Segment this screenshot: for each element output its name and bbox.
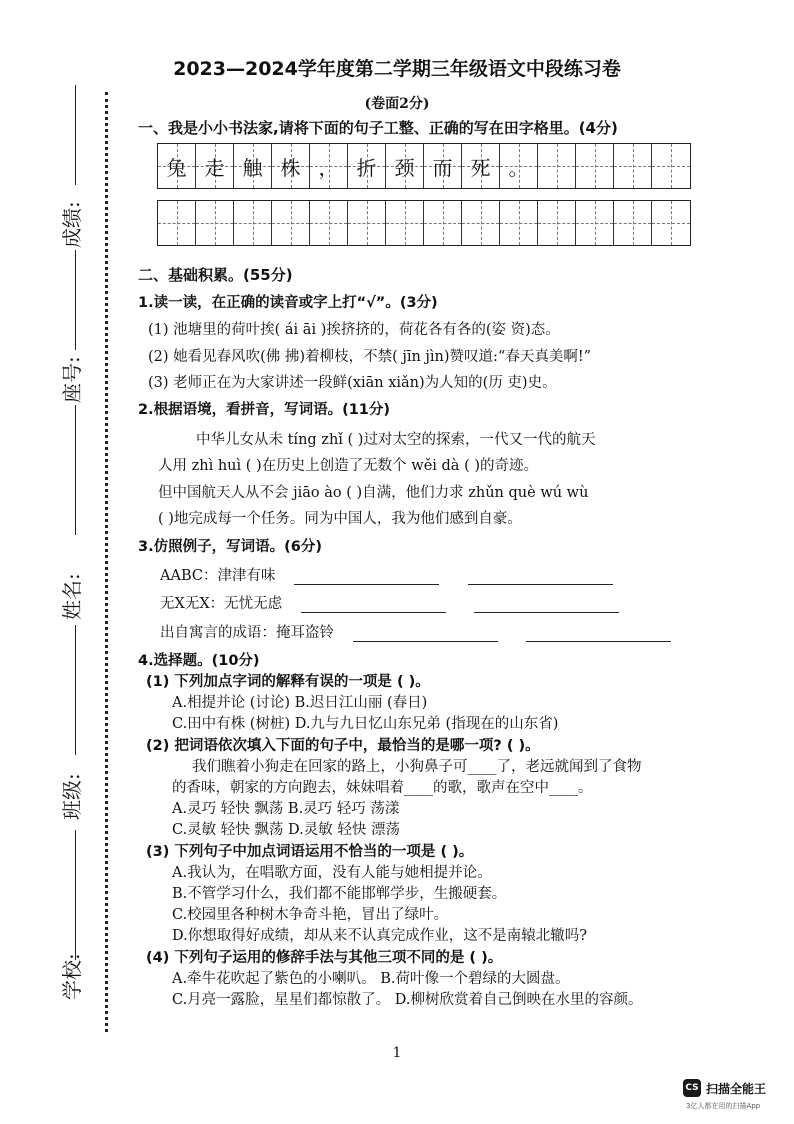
q4-option: 的香味，朝家的方向跑去，妹妹唱着____的歌，歌声在空中____。 bbox=[172, 780, 593, 796]
grid-cell[interactable] bbox=[196, 201, 234, 245]
q4-option: A.灵巧 轻快 飘荡 B.灵巧 轻巧 荡漾 bbox=[172, 801, 400, 818]
page-subtitle: (卷面2分) bbox=[364, 96, 430, 112]
q4-option: A.相提并论 (讨论) B.迟日江山丽 (春日) bbox=[172, 695, 428, 712]
section2-heading: 二、基础积累。(55分) bbox=[138, 266, 293, 284]
grid-cell[interactable] bbox=[310, 201, 348, 245]
name-label: 姓名: bbox=[60, 573, 84, 620]
class-label: 班级: bbox=[60, 773, 84, 820]
grid-cell: 死 bbox=[462, 144, 500, 188]
scanner-watermark bbox=[683, 1079, 766, 1097]
q2-line: 中华儿女从未 tíng zhǐ ( )过对太空的探索，一代又一代的航天 bbox=[196, 432, 596, 448]
grid-cell: 。 bbox=[500, 144, 538, 188]
q1-item: (2) 她看见春风吹(佛 拂)着柳枝，不禁( jīn jìn)赞叹道:“春天真美啊!” bbox=[148, 349, 592, 365]
q4-option: D.你想取得好成绩，却从来不认真完成作业，这不是南辕北辙吗? bbox=[172, 928, 587, 945]
school-label: 学校: bbox=[60, 953, 84, 1000]
q4-option: B.不管学习什么，我们都不能邯郸学步，生搬硬套。 bbox=[172, 886, 507, 902]
q1-item: (1) 池塘里的荷叶挨( ái āi )挨挤挤的，荷花各有各的(姿 资)态。 bbox=[148, 322, 560, 338]
q2-line: 但中国航天人从不会 jiāo ào ( )自满，他们力求 zhǔn què wú wù bbox=[158, 485, 589, 501]
q3-item bbox=[160, 621, 671, 642]
page-title: 2023—2024学年度第二学期三年级语文中段练习卷 bbox=[173, 58, 621, 80]
watermark-tagline: 3亿人都在用的扫描App bbox=[686, 1102, 761, 1110]
watermark-brand: 扫描全能王 bbox=[706, 1081, 767, 1096]
grid-cell bbox=[576, 144, 614, 188]
grid-cell[interactable] bbox=[272, 201, 310, 245]
grid-cell[interactable] bbox=[500, 201, 538, 245]
q3-item bbox=[160, 592, 619, 613]
answer-blank[interactable] bbox=[294, 570, 439, 585]
grid-cell[interactable] bbox=[652, 201, 690, 245]
grid-cell bbox=[538, 144, 576, 188]
q3-label: 出自寓言的成语：掩耳盗铃 bbox=[160, 625, 334, 641]
seat-label: 座号: bbox=[60, 356, 84, 403]
section1-heading: 一、我是小小书法家,请将下面的句子工整、正确的写在田字格里。(4分) bbox=[138, 119, 618, 137]
grid-cell: ， bbox=[310, 144, 348, 188]
grid-cell[interactable] bbox=[158, 201, 196, 245]
seat-field[interactable] bbox=[75, 405, 76, 535]
q1-item: (3) 老师正在为大家讲述一段鲜(xiān xiǎn)为人知的(历 吏)史。 bbox=[148, 375, 557, 391]
score-field[interactable] bbox=[75, 250, 76, 350]
grid-cell: 而 bbox=[424, 144, 462, 188]
grid-cell[interactable] bbox=[576, 201, 614, 245]
answer-blank[interactable] bbox=[526, 627, 671, 642]
grid-cell bbox=[614, 144, 652, 188]
q4-heading: 4.选择题。(10分) bbox=[138, 653, 260, 669]
cs-logo-icon: CS bbox=[683, 1079, 701, 1097]
q3-label: AABC：津津有味 bbox=[160, 568, 276, 584]
q3-label: 无X无X：无忧无虑 bbox=[160, 596, 283, 612]
q4-question: (3) 下列句子中加点词语运用不恰当的一项是 ( )。 bbox=[146, 843, 474, 860]
writing-grid-answer[interactable] bbox=[157, 200, 691, 246]
q4-option: C.田中有株 (树桩) D.九与九日忆山东兄弟 (指现在的山东省) bbox=[172, 716, 559, 733]
q4-option: A.牵牛花吹起了紫色的小喇叭。 B.荷叶像一个碧绿的大圆盘。 bbox=[172, 970, 570, 987]
grid-cell[interactable] bbox=[386, 201, 424, 245]
score-label: 成绩: bbox=[60, 201, 84, 248]
grid-cell: 走 bbox=[196, 144, 234, 188]
q4-option: A.我认为，在唱歌方面，没有人能与她相提并论。 bbox=[172, 864, 492, 881]
q4-option: C.校园里各种树木争奇斗艳，冒出了绿叶。 bbox=[172, 907, 449, 924]
answer-blank[interactable] bbox=[468, 570, 613, 585]
grid-cell[interactable] bbox=[462, 201, 500, 245]
answer-blank[interactable] bbox=[301, 598, 446, 613]
q4-question: (2) 把词语依次填入下面的句子中，最恰当的是哪一项? ( )。 bbox=[146, 737, 540, 754]
q4-option: C.月亮一露脸，星星们都惊散了。 D.柳树欣赏着自己倒映在水里的容颜。 bbox=[172, 992, 643, 1008]
name-field[interactable] bbox=[75, 625, 76, 755]
grid-cell[interactable] bbox=[614, 201, 652, 245]
q2-heading: 2.根据语境，看拼音，写词语。(11分) bbox=[138, 402, 391, 418]
class-field[interactable] bbox=[75, 830, 76, 960]
grid-cell: 兔 bbox=[158, 144, 196, 188]
q4-question: (4) 下列句子运用的修辞手法与其他三项不同的是 ( )。 bbox=[146, 949, 503, 966]
grid-cell[interactable] bbox=[348, 201, 386, 245]
grid-cell: 株 bbox=[272, 144, 310, 188]
binding-dotted-line bbox=[105, 92, 108, 1032]
q4-question: (1) 下列加点字词的解释有误的一项是 ( )。 bbox=[146, 674, 430, 690]
answer-blank[interactable] bbox=[353, 627, 498, 642]
q1-heading: 1.读一读，在正确的读音或字上打“√”。(3分) bbox=[138, 295, 438, 311]
q3-item bbox=[160, 564, 613, 585]
grid-cell[interactable] bbox=[234, 201, 272, 245]
grid-cell bbox=[652, 144, 690, 188]
grid-cell: 折 bbox=[348, 144, 386, 188]
page-number: 1 bbox=[392, 1045, 402, 1061]
answer-blank[interactable] bbox=[474, 598, 619, 613]
q2-line: 人用 zhì huì ( )在历史上创造了无数个 wěi dà ( )的奇迹。 bbox=[158, 458, 538, 474]
q2-line: ( )地完成每一个任务。同为中国人，我为他们感到自豪。 bbox=[158, 511, 522, 527]
grid-cell: 颈 bbox=[386, 144, 424, 188]
grid-cell[interactable] bbox=[538, 201, 576, 245]
writing-grid-sample bbox=[157, 143, 691, 189]
q4-option: C.灵敏 轻快 飘荡 D.灵敏 轻快 漂荡 bbox=[172, 822, 400, 839]
grid-cell: 触 bbox=[234, 144, 272, 188]
q4-option: 我们瞧着小狗走在回家的路上，小狗鼻子可____了，老远就闻到了食物 bbox=[192, 758, 642, 775]
q3-heading: 3.仿照例子，写词语。(6分) bbox=[138, 539, 322, 555]
grid-cell[interactable] bbox=[424, 201, 462, 245]
